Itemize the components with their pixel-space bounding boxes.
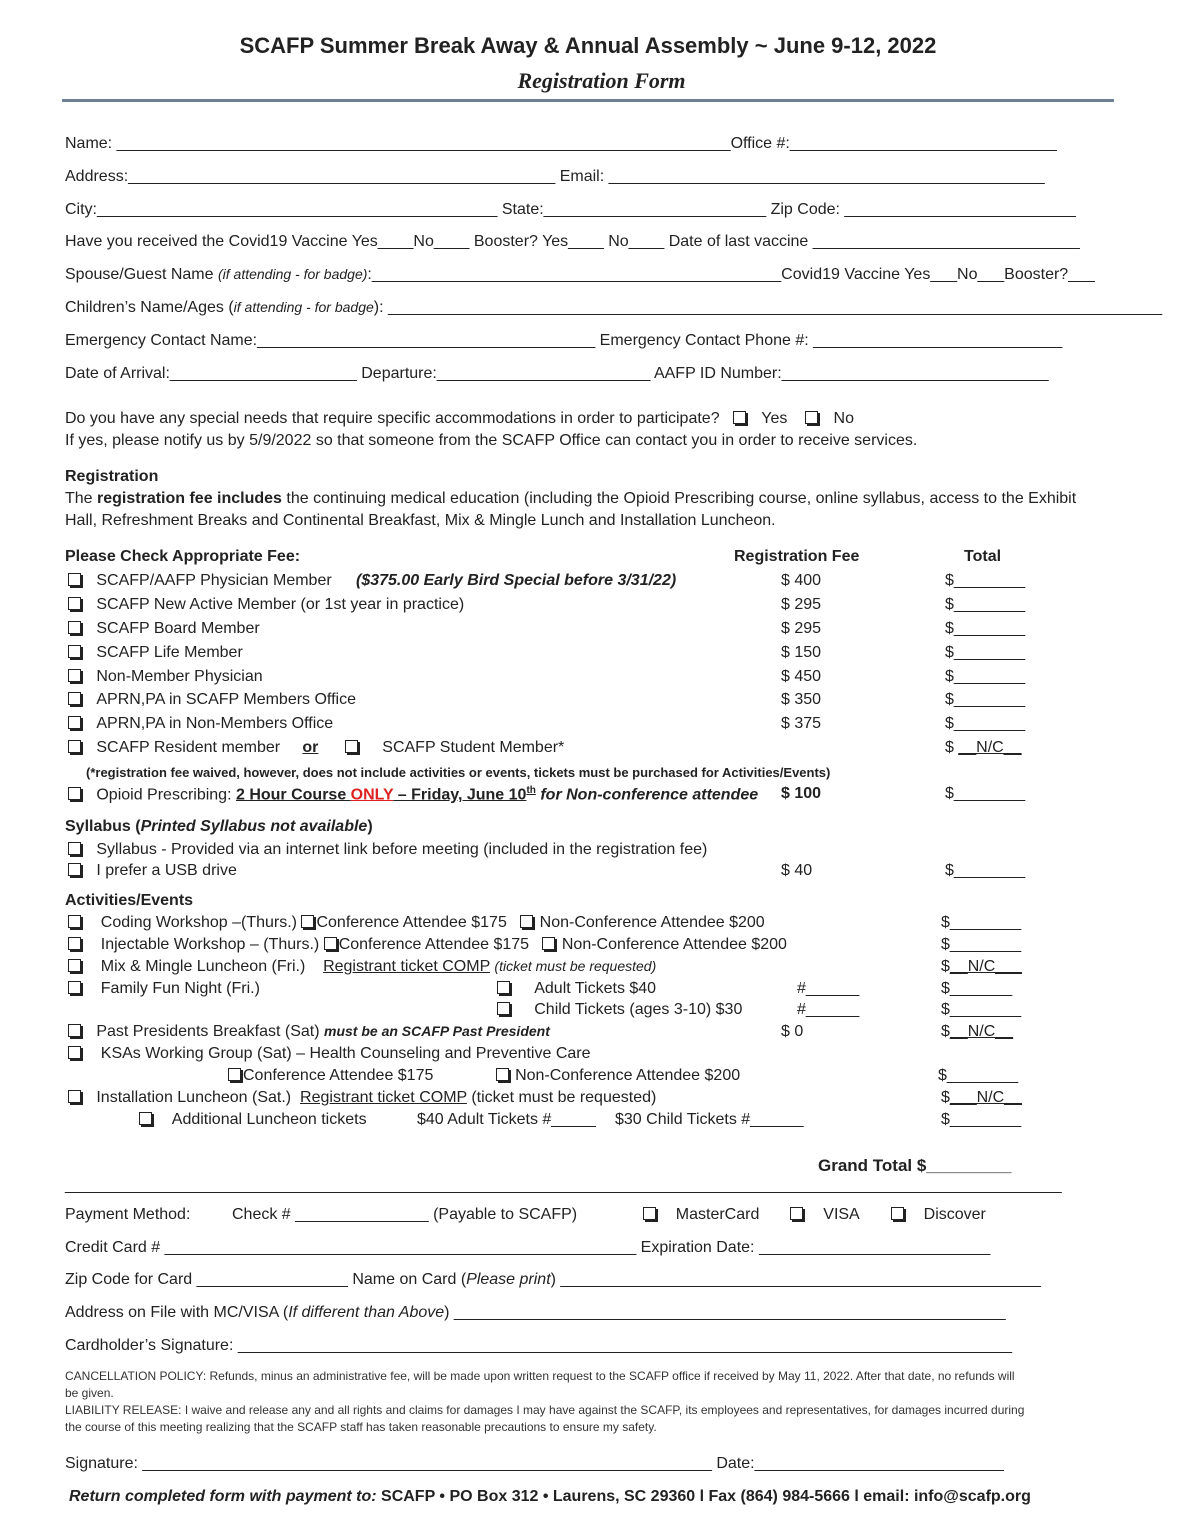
special-needs-yes-checkbox[interactable] xyxy=(733,411,746,424)
opioid-row xyxy=(68,785,758,805)
fee-label: SCAFP Life Member xyxy=(96,644,243,661)
spouse-field[interactable] xyxy=(65,266,1095,284)
address-on-file-italic: If different than Above xyxy=(288,1304,445,1321)
signature-field[interactable]: Signature: ________________________________________________________________ Date:____________________________ xyxy=(65,1455,1004,1472)
injectable-checkbox[interactable] xyxy=(68,937,81,950)
past-pres-label: Past Presidents Breakfast (Sat) xyxy=(96,1023,320,1040)
children-label: Children’s Name/Ages ( xyxy=(65,299,234,316)
adult-tickets-checkbox[interactable] xyxy=(497,981,510,994)
past-pres-total-dollar: $ xyxy=(941,1023,950,1040)
fee-row xyxy=(68,644,243,662)
check-field[interactable]: Check # _______________ (Payable to SCAFP) xyxy=(232,1206,578,1223)
past-pres-row xyxy=(68,1023,550,1041)
past-pres-checkbox[interactable] xyxy=(68,1024,81,1037)
or-label: or xyxy=(302,739,319,756)
coding-checkbox[interactable] xyxy=(68,915,81,928)
mix-total-dollar: $ xyxy=(941,958,950,975)
coding-label: Coding Workshop –(Thurs.) xyxy=(100,914,298,931)
coding-nonconf-checkbox[interactable] xyxy=(520,915,533,928)
install-label: Installation Luncheon (Sat.) xyxy=(96,1089,292,1106)
additional-checkbox[interactable] xyxy=(139,1112,152,1125)
fee-checkbox[interactable] xyxy=(68,645,81,658)
syllabus-heading-text: Syllabus ( xyxy=(65,818,141,835)
opioid-note: for Non-conference attendee xyxy=(535,786,759,804)
mastercard-label: MasterCard xyxy=(675,1206,760,1223)
payment-method-label: Payment Method: xyxy=(65,1206,191,1223)
ksa-label: KSAs Working Group (Sat) – Health Counseling and Preventive Care xyxy=(100,1045,591,1062)
fee-total[interactable]: $________ xyxy=(945,644,1026,661)
zip-name-field[interactable] xyxy=(65,1271,1041,1289)
child-tickets-checkbox[interactable] xyxy=(497,1002,510,1015)
install-total xyxy=(941,1089,1022,1107)
opioid-checkbox[interactable] xyxy=(68,787,81,800)
mix-label: Mix & Mingle Luncheon (Fri.) xyxy=(100,958,306,975)
special-needs-yes-label: Yes xyxy=(761,410,788,427)
opioid-course: 2 Hour Course xyxy=(235,786,351,804)
liability-release: LIABILITY RELEASE: I waive and release any and all rights and claims for damages I may have against the SCAFP, its employees and representatives, for damages incurred during the course of this meeting realizing that the SCAFP staff has taken reasonable precautions to ensure my safety. xyxy=(65,1403,1025,1434)
intro-text: The xyxy=(65,490,98,507)
syllabus-heading-note: Printed Syllabus not available xyxy=(140,818,368,835)
registration-intro xyxy=(65,490,1076,508)
coding-row xyxy=(68,914,765,932)
name-field[interactable]: Name: _____________________________________________________________________Office #:______________________________ xyxy=(65,135,1057,152)
registration-heading: Registration xyxy=(65,468,159,485)
student-label: SCAFP Student Member* xyxy=(382,739,565,756)
fee-amount: $ 400 xyxy=(781,572,822,589)
ksa-total[interactable]: $________ xyxy=(938,1067,1019,1084)
syllabus-link-label: Syllabus - Provided via an internet link before meeting (included in the registration fee) xyxy=(96,841,708,858)
fee-checkbox[interactable] xyxy=(68,597,81,610)
adult-tickets-total[interactable]: $_______ xyxy=(941,980,1013,997)
fee-checkbox[interactable] xyxy=(68,716,81,729)
injectable-total[interactable]: $________ xyxy=(941,936,1022,953)
intro-text-rest: the continuing medical education (including the Opioid Prescribing course, online syllabus, access to the Exhibit xyxy=(281,490,1077,507)
spouse-label: Spouse/Guest Name xyxy=(65,266,214,283)
grand-total[interactable]: Grand Total $_________ xyxy=(818,1156,1012,1175)
footer-address: SCAFP • PO Box 312 • Laurens, SC 29360 l Fax (864) 984-5666 l email: info@scafp.org xyxy=(376,1488,1031,1505)
child-tickets-label: Child Tickets (ages 3-10) $30 xyxy=(534,1001,743,1018)
city-field[interactable]: City:_____________________________________________ State:_________________________ Zip Code: __________________________ xyxy=(65,201,1076,218)
syllabus-heading xyxy=(65,818,373,836)
fee-col-total: Total xyxy=(964,548,1002,565)
fee-col-registration: Registration Fee xyxy=(734,548,860,565)
resident-row xyxy=(68,739,564,757)
ksa-conf-checkbox[interactable] xyxy=(228,1068,241,1081)
section-divider: ________________________________________________________________________________________________________________ xyxy=(65,1177,1062,1194)
injectable-conf-label: Conference Attendee $175 xyxy=(338,936,530,953)
injectable-nonconf-label: Non-Conference Attendee $200 xyxy=(561,936,787,953)
arrival-field[interactable]: Date of Arrival:_____________________ Departure:________________________ AAFP ID Number:______________________________ xyxy=(65,365,1049,382)
opioid-date-sup: th xyxy=(526,785,536,796)
mastercard-checkbox[interactable] xyxy=(643,1207,656,1220)
opioid-date: – Friday, June 10 xyxy=(393,786,527,804)
early-bird-note: ($375.00 Early Bird Special before 3/31/22) xyxy=(356,572,677,589)
fee-total[interactable]: $________ xyxy=(945,668,1026,685)
cancellation-policy: CANCELLATION POLICY: Refunds, minus an administrative fee, will be made upon written request to the SCAFP office if received by May 11, 2022. After that date, no refunds will be given. xyxy=(65,1369,1015,1400)
address-on-file-label: Address on File with MC/VISA ( xyxy=(65,1304,289,1321)
mix-checkbox[interactable] xyxy=(68,959,81,972)
fee-row xyxy=(68,572,332,590)
activities-heading: Activities/Events xyxy=(65,892,194,909)
fee-amount: $ 350 xyxy=(781,691,822,708)
waived-note: (*registration fee waived, however, does not include activities or events, tickets must be purchased for Activities/Events) xyxy=(86,765,831,780)
fee-label: SCAFP New Active Member (or 1st year in practice) xyxy=(96,596,465,613)
children-blank: ): _______________________________________________________________________________________ xyxy=(373,299,1163,316)
additional-total[interactable]: $________ xyxy=(941,1111,1022,1128)
spouse-note: (if attending - for badge) xyxy=(217,266,368,282)
form-title: SCAFP Summer Break Away & Annual Assembly ~ June 9-12, 2022 xyxy=(239,33,937,58)
fee-amount: $ 295 xyxy=(781,596,822,613)
address-field[interactable]: Address:________________________________________________ Email: _________________________________________________ xyxy=(65,168,1045,185)
syllabus-heading-close: ) xyxy=(367,818,373,835)
intro-bold: registration fee includes xyxy=(97,490,282,507)
student-checkbox[interactable] xyxy=(345,740,358,753)
install-note: (ticket must be requested) xyxy=(466,1089,657,1106)
child-tickets-total[interactable]: $________ xyxy=(941,1001,1022,1018)
cardholder-signature-field[interactable]: Cardholder’s Signature: _______________________________________________________________________________________ xyxy=(65,1337,1013,1354)
emergency-field[interactable]: Emergency Contact Name:______________________________________ Emergency Contact Phone #: ____________________________ xyxy=(65,332,1063,349)
children-field[interactable] xyxy=(65,299,1162,317)
special-needs-no-label: No xyxy=(833,410,854,427)
fee-label: SCAFP/AAFP Physician Member xyxy=(96,572,332,589)
special-needs-no-checkbox[interactable] xyxy=(805,411,818,424)
visa-label: VISA xyxy=(823,1206,860,1223)
fee-col-check: Please Check Appropriate Fee: xyxy=(65,548,301,565)
adult-tickets-row xyxy=(497,980,656,998)
opioid-total[interactable]: $________ xyxy=(945,785,1026,802)
zip-label: Zip Code for Card _________________ Name on Card ( xyxy=(65,1271,467,1288)
ksa-row xyxy=(68,1045,591,1063)
fee-amount: $ 450 xyxy=(781,668,822,685)
fee-label: Non-Member Physician xyxy=(96,668,263,685)
mix-total xyxy=(941,958,1022,976)
syllabus-link-checkbox[interactable] xyxy=(68,842,81,855)
coding-total[interactable]: $________ xyxy=(941,914,1022,931)
zip-blank: ) ______________________________________________________ xyxy=(550,1271,1041,1288)
fee-row xyxy=(68,596,464,614)
fee-total[interactable]: $________ xyxy=(945,572,1026,589)
ksa-options xyxy=(228,1067,740,1085)
fee-total[interactable]: $________ xyxy=(945,596,1026,613)
discover-checkbox[interactable] xyxy=(891,1207,904,1220)
ksa-nonconf-checkbox[interactable] xyxy=(496,1068,509,1081)
coding-conf-label: Conference Attendee $175 xyxy=(316,914,507,931)
ksa-conf-label: Conference Attendee $175 xyxy=(243,1067,434,1084)
discover-label: Discover xyxy=(923,1206,986,1223)
fee-label: APRN,PA in Non-Members Office xyxy=(96,715,334,732)
fee-checkbox[interactable] xyxy=(68,692,81,705)
past-pres-total-nc: __N/C__ xyxy=(949,1023,1014,1040)
footer-return-label: Return completed form with payment to: xyxy=(69,1488,377,1505)
fee-label: SCAFP Board Member xyxy=(96,620,260,637)
opioid-fee: $ 100 xyxy=(781,785,822,802)
injectable-row xyxy=(68,936,787,954)
past-pres-total xyxy=(941,1023,1013,1041)
ksa-checkbox[interactable] xyxy=(68,1046,81,1059)
mix-row xyxy=(68,958,656,976)
injectable-label: Injectable Workshop – (Thurs.) xyxy=(100,936,320,953)
special-needs-question xyxy=(65,410,854,428)
install-total-nc: ___N/C__ xyxy=(949,1089,1022,1106)
fee-row xyxy=(68,668,263,686)
child-tickets-row xyxy=(497,1001,742,1019)
additional-label: Additional Luncheon tickets xyxy=(171,1111,367,1128)
spouse-blank: :______________________________________________Covid19 Vaccine Yes___No___Booster?___ xyxy=(367,266,1095,283)
coding-conf-checkbox[interactable] xyxy=(301,915,314,928)
special-needs-text: Do you have any special needs that require specific accommodations in order to participate? xyxy=(65,410,720,427)
fee-total[interactable]: $________ xyxy=(945,620,1026,637)
coding-nonconf-label: Non-Conference Attendee $200 xyxy=(539,914,765,931)
fee-total[interactable]: $________ xyxy=(945,715,1026,732)
special-needs-note: If yes, please notify us by 5/9/2022 so that someone from the SCAFP Office can contact you in order to receive services. xyxy=(65,432,918,449)
install-checkbox[interactable] xyxy=(68,1090,81,1103)
card-options xyxy=(643,1206,986,1224)
fee-checkbox[interactable] xyxy=(68,573,81,586)
install-row xyxy=(68,1089,656,1107)
additional-row xyxy=(139,1111,367,1129)
injectable-conf-checkbox[interactable] xyxy=(324,937,337,950)
form-subtitle: Registration Form xyxy=(517,68,686,93)
family-row xyxy=(68,980,260,998)
header-divider xyxy=(62,99,1114,102)
fee-total[interactable]: $________ xyxy=(945,691,1026,708)
fee-amount: $ 150 xyxy=(781,644,822,661)
footer-return xyxy=(69,1488,1031,1506)
children-note: if attending - for badge xyxy=(233,299,374,315)
fee-checkbox[interactable] xyxy=(68,669,81,682)
fee-amount: $ 375 xyxy=(781,715,822,732)
credit-card-field[interactable]: Credit Card # _____________________________________________________ Expiration Date: __________________________ xyxy=(65,1239,991,1256)
child-tickets-count[interactable]: #______ xyxy=(797,1001,860,1018)
syllabus-usb-label: I prefer a USB drive xyxy=(96,862,237,879)
additional-adult[interactable]: $40 Adult Tickets #_____ xyxy=(417,1111,596,1128)
opioid-label: Opioid Prescribing: xyxy=(96,786,236,804)
past-pres-note: must be an SCAFP Past President xyxy=(324,1023,550,1039)
family-label: Family Fun Night (Fri.) xyxy=(100,980,260,997)
additional-child[interactable]: $30 Child Tickets #______ xyxy=(615,1111,804,1128)
fee-row xyxy=(68,691,356,709)
opioid-only: ONLY xyxy=(350,786,394,804)
syllabus-link-row xyxy=(68,841,707,859)
past-pres-fee: $ 0 xyxy=(781,1023,804,1040)
syllabus-usb-row xyxy=(68,862,237,880)
fee-amount: $ 295 xyxy=(781,620,822,637)
mix-note: (ticket must be requested) xyxy=(494,958,657,974)
zip-italic: Please print xyxy=(466,1271,551,1288)
resident-total-dollar: $ xyxy=(945,739,959,756)
fee-label: APRN,PA in SCAFP Members Office xyxy=(96,691,356,708)
resident-label: SCAFP Resident member xyxy=(96,739,281,756)
visa-checkbox[interactable] xyxy=(790,1207,803,1220)
family-checkbox[interactable] xyxy=(68,981,81,994)
fee-row xyxy=(68,620,260,638)
install-total-dollar: $ xyxy=(941,1089,950,1106)
syllabus-usb-checkbox[interactable] xyxy=(68,863,81,876)
mix-ticket: Registrant ticket COMP xyxy=(323,958,490,975)
fee-row xyxy=(68,715,333,733)
adult-tickets-count[interactable]: #______ xyxy=(797,980,860,997)
adult-tickets-label: Adult Tickets $40 xyxy=(534,980,657,997)
syllabus-usb-fee: $ 40 xyxy=(781,862,813,879)
ksa-nonconf-label: Non-Conference Attendee $200 xyxy=(515,1067,741,1084)
syllabus-usb-total[interactable]: $________ xyxy=(945,862,1026,879)
mix-total-nc: __N/C___ xyxy=(949,958,1022,975)
registration-intro-line2: Hall, Refreshment Breaks and Continental Breakfast, Mix & Mingle Lunch and Installation Luncheon. xyxy=(65,512,776,529)
fee-checkbox[interactable] xyxy=(68,621,81,634)
vaccine-field[interactable]: Have you received the Covid19 Vaccine Yes____No____ Booster? Yes____ No____ Date of last vaccine ______________________________ xyxy=(65,233,1080,250)
address-on-file-field[interactable] xyxy=(65,1304,1006,1322)
resident-total xyxy=(945,739,1022,757)
address-on-file-blank: ) ______________________________________________________________ xyxy=(444,1304,1006,1321)
resident-total-nc: __N/C__ xyxy=(958,739,1022,756)
resident-checkbox[interactable] xyxy=(68,740,81,753)
install-ticket: Registrant ticket COMP xyxy=(300,1089,467,1106)
injectable-nonconf-checkbox[interactable] xyxy=(542,937,555,950)
